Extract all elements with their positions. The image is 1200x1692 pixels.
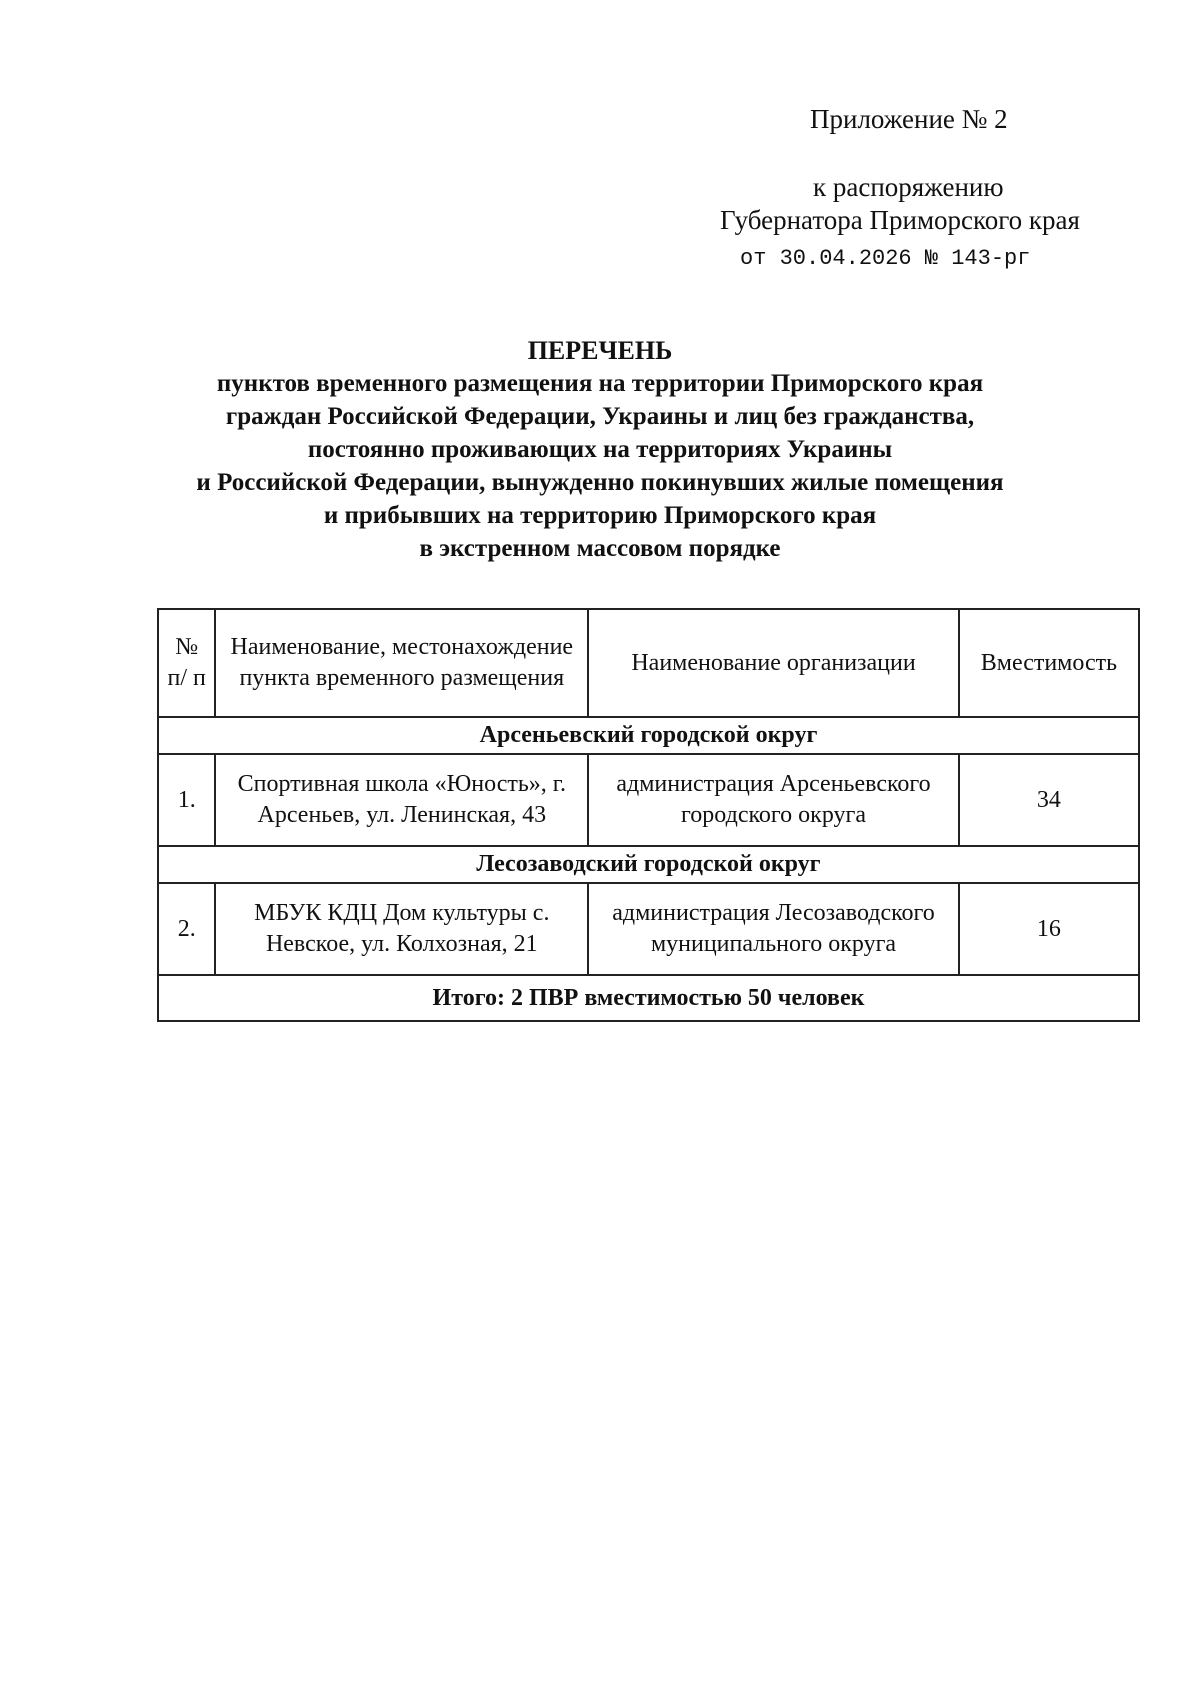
title-line: в экстренном массовом порядке: [419, 535, 781, 562]
row-place: Спортивная школа «Юность», г. Арсеньев, ул. Ленинская, 43: [215, 754, 588, 846]
title-line: и Российской Федерации, вынужденно покинувших жилые помещения: [196, 469, 1004, 496]
table-row: [158, 883, 1139, 975]
to-order-line2: Губернатора Приморского края: [720, 205, 1080, 235]
column-header-organization: Наименование организации: [588, 609, 959, 717]
row-capacity: 16: [959, 883, 1139, 975]
order-number: от 30.04.2026 № 143-рг: [740, 246, 1031, 271]
row-number: 2.: [158, 883, 215, 975]
total-text: Итого: 2 ПВР вместимостью 50 человек: [158, 975, 1139, 1021]
column-header-place: Наименование, местонахождение пункта временного размещения: [215, 609, 588, 717]
column-header-capacity: Вместимость: [959, 609, 1139, 717]
row-capacity: 34: [959, 754, 1139, 846]
title-heading: ПЕРЕЧЕНЬ: [527, 336, 673, 365]
group-name: Лесозаводский городской округ: [158, 846, 1139, 883]
table-header-row: [158, 609, 1139, 717]
row-organization: администрация Арсеньевского городского округа: [588, 754, 959, 846]
column-header-number: № п/ п: [158, 609, 215, 717]
shelters-table: [157, 608, 1140, 1022]
total-row: [158, 975, 1139, 1021]
document-title: [0, 334, 1200, 565]
title-line: пунктов временного размещения на территории Приморского края: [216, 370, 984, 397]
title-line: граждан Российской Федерации, Украины и лиц без гражданства,: [225, 403, 975, 430]
group-row: [158, 846, 1139, 883]
appendix-label: Приложение № 2: [810, 104, 1008, 134]
title-line: постоянно проживающих на территориях Украины: [307, 436, 893, 463]
row-place: МБУК КДЦ Дом культуры с. Невское, ул. Колхозная, 21: [215, 883, 588, 975]
row-organization: администрация Лесозаводского муниципального округа: [588, 883, 959, 975]
row-number: 1.: [158, 754, 215, 846]
title-line: и прибывших на территорию Приморского края: [323, 502, 877, 529]
group-name: Арсеньевский городской округ: [158, 717, 1139, 754]
group-row: [158, 717, 1139, 754]
to-order-line1: к распоряжению: [813, 172, 1004, 202]
table-row: [158, 754, 1139, 846]
